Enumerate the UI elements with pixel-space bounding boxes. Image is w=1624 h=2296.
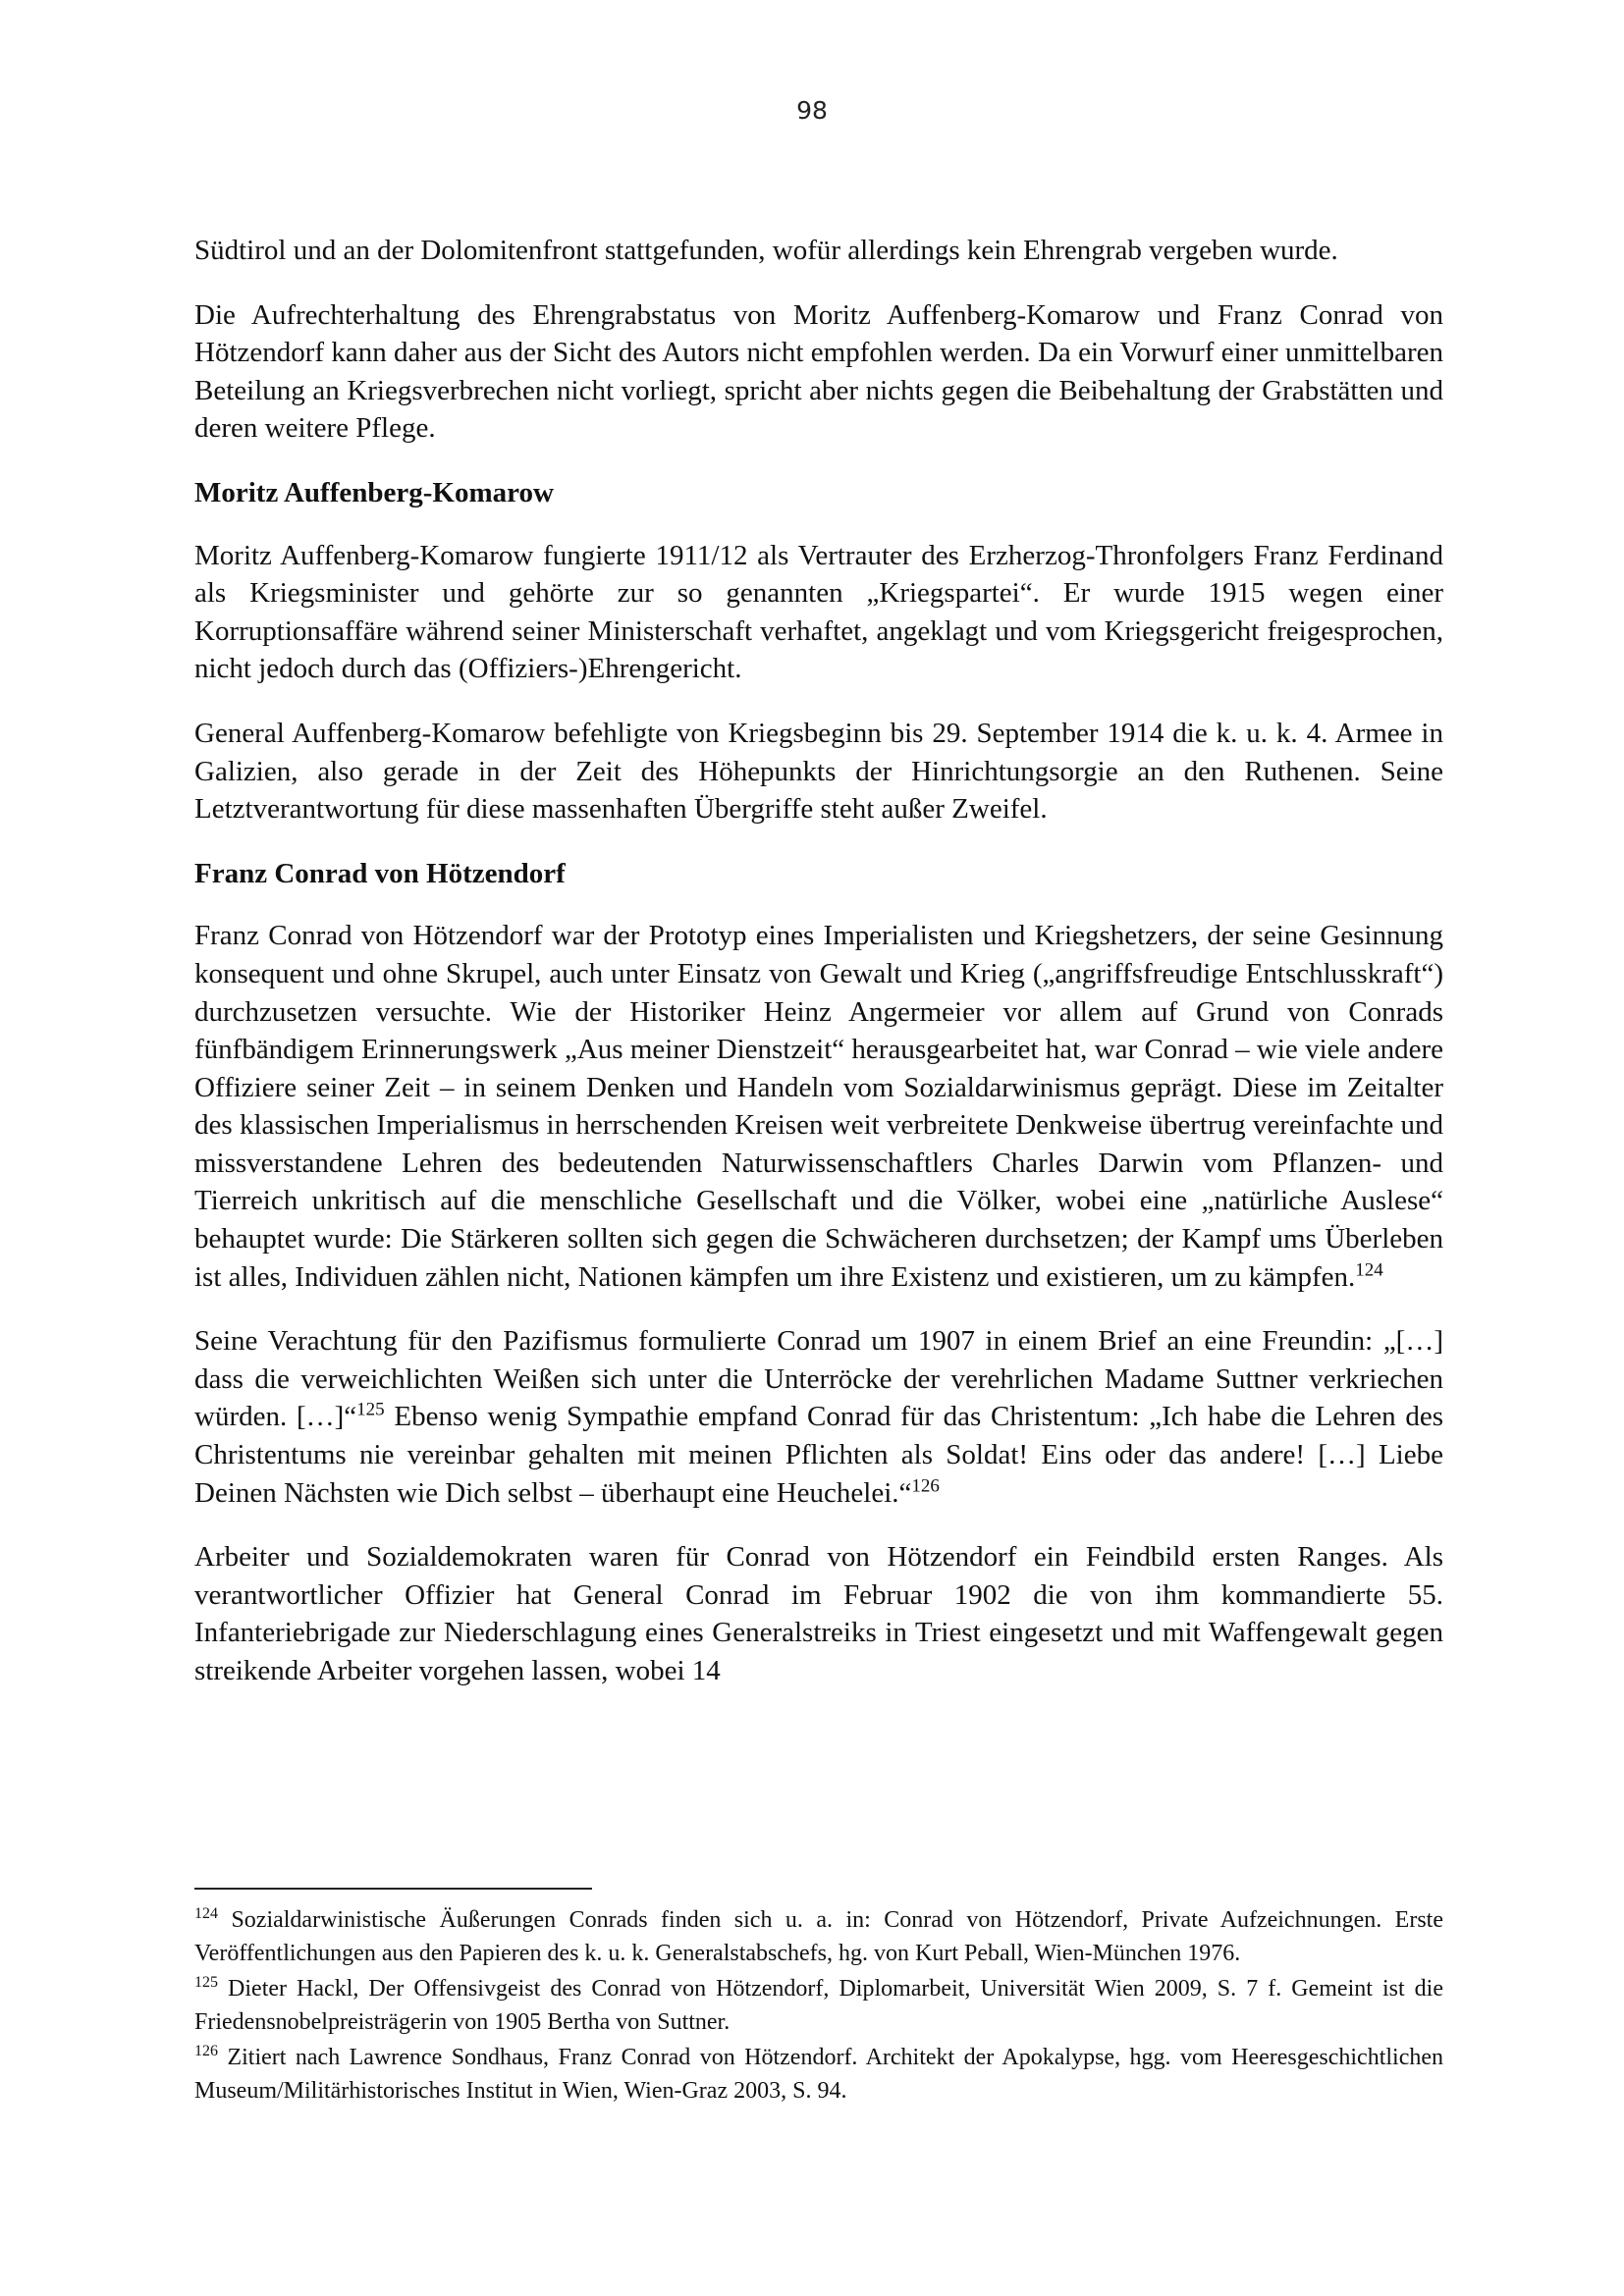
footnote-126 [194,2042,1443,2108]
footnote-124 [194,1904,1443,1970]
paragraph-conrad-pazifismus [194,1322,1443,1512]
paragraph-text: Franz Conrad von Hötzendorf war der Prototyp eines Imperialisten und Kriegshetzers, der seine Gesinnung konsequent und ohne Skrupel, auch unter Einsatz von Gewalt und Krieg („angriffsfreudige Entschlusskraft“) durchzusetzen versuchte. Wie der Historiker Heinz Angermeier vor allem auf Grund von Conrads fünfbändigem Erinnerungswerk „Aus meiner Dienstzeit“ herausgearbeitet hat, war Conrad – wie viele andere Offiziere seiner Zeit – in seinem Denken und Handeln vom Sozialdarwinismus geprägt. Diese im Zeitalter des klassischen Imperialismus in herrschenden Kreisen weit verbreitete Denkweise übertrug vereinfachte und missverstandene Lehren des bedeutenden Naturwissenschaftlers Charles Darwin vom Pflanzen- und Tierreich unkritisch auf die menschliche Gesellschaft und die Völker, wobei eine „natürliche Auslese“ behauptet wurde: Die Stärkeren sollten sich gegen die Schwächeren durchsetzen; der Kampf ums Überleben ist alles, Individuen zählen nicht, Nationen kämpfen um ihre Existenz und existieren, um zu kämpfen. [194,920,1443,1293]
footnotes [194,1904,1443,2110]
footnote-125 [194,1973,1443,2039]
paragraph-suedtirol: Südtirol und an der Dolomitenfront stattgefunden, wofür allerdings kein Ehrengrab vergeben wurde. [194,235,1338,266]
heading-conrad: Franz Conrad von Hötzendorf [194,857,566,889]
paragraph-text: Seine Verachtung für den Pazifismus formulierte Conrad um 1907 in einem Brief an eine Freundin: „[…] dass die verweichlichten Weißen sich unter die Unterröcke der verehrlichen Madame Suttner verkriechen würden. […]“ [194,1325,1443,1433]
footnote-text: Dieter Hackl, Der Offensivgeist des Conrad von Hötzendorf, Diplomarbeit, Universität Wien 2009, S. 7 f. Gemeint ist die Friedensnobelpreisträgerin von 1905 Bertha von Suttner. [194,1976,1443,2035]
footnote-ref-126[interactable]: 126 [911,1474,940,1496]
page-number: 98 [796,96,828,125]
paragraph-auffenberg-galizien: General Auffenberg-Komarow befehligte von Kriegsbeginn bis 29. September 1914 die k. u. k. 4. Armee in Galizien, also gerade in der Zeit des Höhepunkts der Hinrichtungsorgie an den Ruthenen. Seine Letztverantwortung für diese massenhaften Übergriffe steht außer Zweifel. [194,717,1443,826]
paragraph-text: Ebenso wenig Sympathie empfand Conrad für das Christentum: „Ich habe die Lehren des Christentums nie vereinbar gehalten mit meinen Pflichten als Soldat! Eins oder das andere! […] Liebe Deinen Nächsten wie Dich selbst – überhaupt eine Heuchelei.“ [194,1401,1443,1509]
paragraph-conrad-sozialdarwinismus [194,917,1443,1296]
paragraph-conrad-arbeiter: Arbeiter und Sozialdemokraten waren für Conrad von Hötzendorf ein Feindbild ersten Ranges. Als verantwortlicher Offizier hat General Conrad im Februar 1902 die von ihm kommandierte 55. Infanteriebrigade zur Niederschlagung eines Generalstreiks in Triest eingesetzt und mit Waffengewalt gegen streikende Arbeiter vorgehen lassen, wobei 14 [194,1541,1443,1686]
footnote-text: Sozialdarwinistische Äußerungen Conrads finden sich u. a. in: Conrad von Hötzendorf, Private Aufzeichnungen. Erste Veröffentlichungen aus den Papieren des k. u. k. Generalstabschefs, hg. von Kurt Peball, Wien-München 1976. [194,1907,1443,1966]
main-text [194,232,1443,1717]
footnote-number: 125 [194,1974,218,1991]
paragraph-ehrengrab-status: Die Aufrechterhaltung des Ehrengrabstatus von Moritz Auffenberg-Komarow und Franz Conrad von Hötzendorf kann daher aus der Sicht des Autors nicht empfohlen werden. Da ein Vorwurf einer unmittelbaren Beteilung an Kriegsverbrechen nicht vorliegt, spricht aber nichts gegen die Beibehaltung der Grabstätten und deren weitere Pflege. [194,298,1443,445]
paragraph-auffenberg-kriegsminister: Moritz Auffenberg-Komarow fungierte 1911/12 als Vertrauter des Erzherzog-Thronfolgers Franz Ferdinand als Kriegsminister und gehörte zur so genannten „Kriegspartei“. Er wurde 1915 wegen einer Korruptionsaffäre während seiner Ministerschaft verhaftet, angeklagt und vom Kriegsgericht freigesprochen, nicht jedoch durch das (Offiziers-)Ehrengericht. [194,539,1443,685]
footnote-number: 126 [194,2043,218,2059]
footnote-number: 124 [194,1905,218,1922]
heading-auffenberg: Moritz Auffenberg-Komarow [194,476,554,508]
footnote-ref-125[interactable]: 125 [356,1399,385,1420]
footnote-ref-124[interactable]: 124 [1355,1259,1383,1280]
footnote-text: Zitiert nach Lawrence Sondhaus, Franz Conrad von Hötzendorf. Architekt der Apokalypse, hgg. vom Heeresgeschichtlichen Museum/Militärhistorisches Institut in Wien, Wien-Graz 2003, S. 94. [194,2045,1443,2104]
footnote-separator [194,1888,592,1890]
